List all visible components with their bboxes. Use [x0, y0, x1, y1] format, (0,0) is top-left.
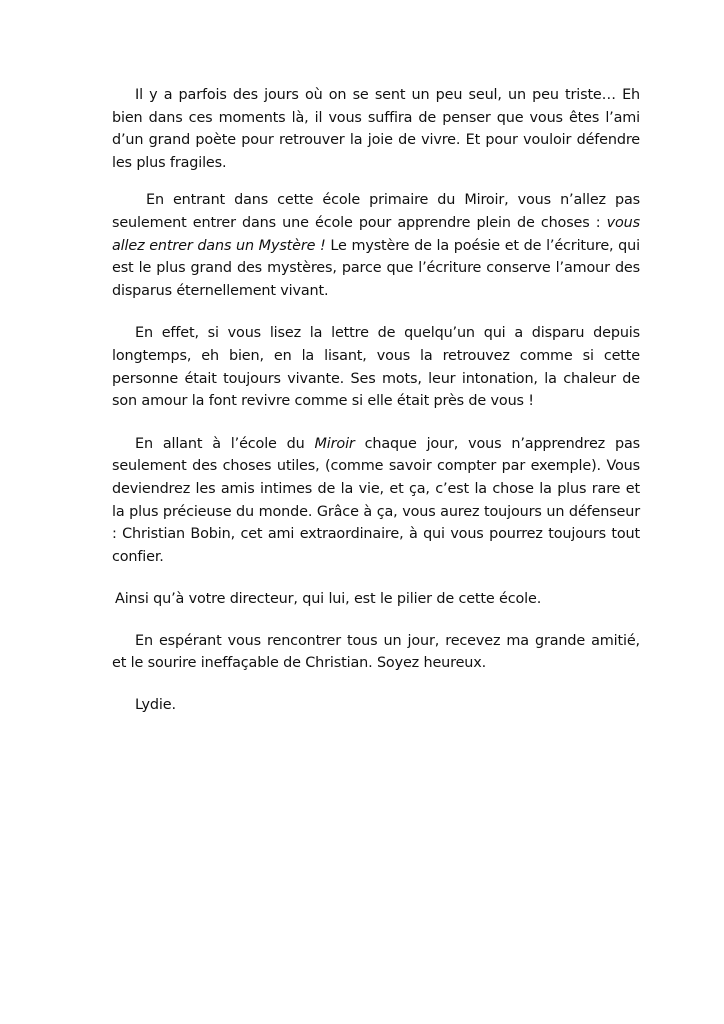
paragraph-2	[112, 189, 640, 302]
paragraph-1: Il y a parfois des jours où on se sent un peu seul, un peu triste… Eh bien dans ces moments là, il vous suffira de penser que vous êtes l’ami d’un grand poète pour retrouver la joie de vivre. Et pour vouloir défendre les plus fragiles.	[112, 87, 640, 171]
paragraph-4	[112, 433, 640, 569]
signature: Lydie.	[135, 697, 176, 714]
paragraph-2-emphasis: vous allez entrer dans un Mystère !	[112, 214, 640, 254]
paragraph-4-emphasis: Miroir	[314, 435, 355, 452]
paragraph-4-text-start: En allant à l’école du	[135, 435, 315, 452]
paragraph-6: En espérant vous rencontrer tous un jour, recevez ma grande amitié, et le sourire ineffaçable de Christian. Soyez heureux.	[112, 632, 640, 672]
paragraph-4-text-end: chaque jour, vous n’apprendrez pas seulement des choses utiles, (comme savoir compter par exemple). Vous deviendrez les amis intimes de la vie, et ça, c’est la chose la plus rare et la plus précieuse du monde. Grâce à ça, vous aurez toujours un défenseur : Christian Bobin, cet ami extraordinaire, à qui vous pourrez toujours tout confier.	[112, 435, 640, 565]
paragraph-3: En effet, si vous lisez la lettre de quelqu’un qui a disparu depuis longtemps, eh bien, en la lisant, vous la retrouvez comme si cette personne était toujours vivante. Ses mots, leur intonation, la chaleur de son amour la font revivre comme si elle était près de vous !	[112, 325, 640, 410]
paragraph-2-text-start: En entrant dans cette école primaire du Miroir, vous n’allez pas seulement entrer dans une école pour apprendre plein de choses :	[112, 192, 640, 231]
letter-body	[112, 84, 640, 717]
paragraph-2-text-end: Le mystère de la poésie et de l’écriture, qui est le plus grand des mystères, parce que l’écriture conserve l’amour des disparus éternellement vivant.	[112, 237, 640, 299]
paragraph-5: Ainsi qu’à votre directeur, qui lui, est le pilier de cette école.	[115, 591, 542, 608]
